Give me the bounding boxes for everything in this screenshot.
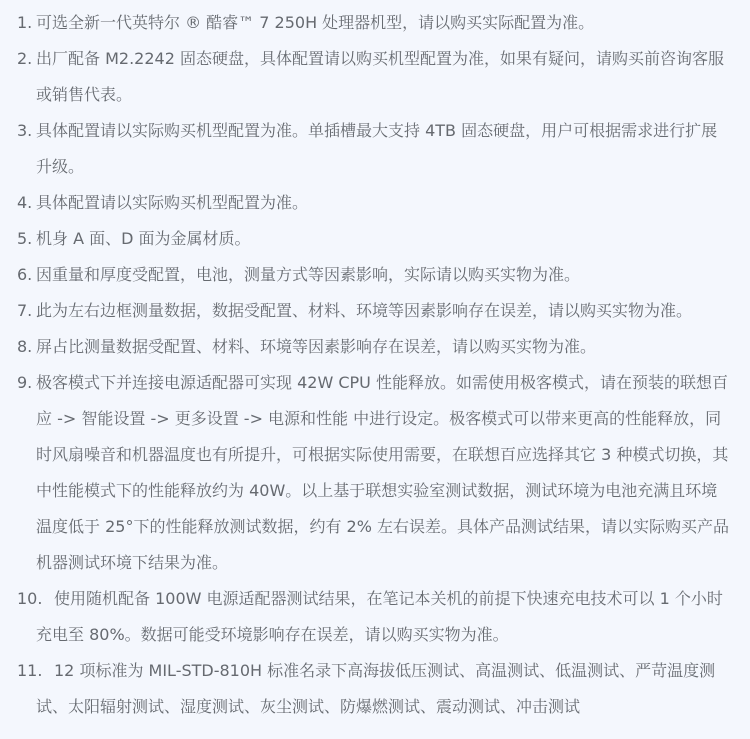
footnote-number: 2. — [17, 49, 33, 68]
footnote-number: 5. — [17, 229, 33, 248]
footnote-number: 4. — [17, 193, 33, 212]
footnote-text: 可选全新一代英特尔 ® 酷睿™ 7 250H 处理器机型，请以购买实际配置为准。 — [36, 13, 595, 32]
footnote-text: 机身 A 面、D 面为金属材质。 — [36, 229, 251, 248]
footnote-number: 1. — [17, 13, 33, 32]
footnote-text: 屏占比测量数据受配置、材料、环境等因素影响存在误差，请以购买实物为准。 — [36, 337, 597, 356]
footnote-item-5 — [0, 221, 750, 257]
footnote-text: 使用随机配备 100W 电源适配器测试结果，在笔记本关机的前提下快速充电技术可以 1 个小时充电至 80%。数据可能受环境影响存在误差，请以购买实物为准。 — [36, 589, 723, 644]
footnote-number: 3. — [17, 121, 33, 140]
footnote-text: 因重量和厚度受配置，电池，测量方式等因素影响，实际请以购买实物为准。 — [36, 265, 581, 284]
footnote-text: 此为左右边框测量数据，数据受配置、材料、环境等因素影响存在误差，请以购买实物为准。 — [36, 301, 693, 320]
footnote-number: 9. — [17, 373, 33, 392]
footnote-number: 8. — [17, 337, 33, 356]
footnote-item-10 — [0, 581, 750, 653]
footnote-number: 7. — [17, 301, 33, 320]
footnote-text: 极客模式下并连接电源适配器可实现 42W CPU 性能释放。如需使用极客模式，请在预装的联想百应 -> 智能设置 -> 更多设置 -> 电源和性能 中进行设定。极客模式可以带来更高的性能释放，同时风扇噪音和机器温度也有所提升，可根据实际使用需要，在联想百应选择其它 3 种模式切换，其中性能模式下的性能释放约为 40W。以上基于联想实验室测试数据，测试环境为电池充满且环境温度低于 25°下的性能释放测试数据，约有 2% 左右误差。具体产品测试结果，请以实际购买产品机器测试环境下结果为准。 — [36, 373, 730, 572]
footnote-number: 11. — [17, 661, 43, 680]
footnote-number: 10. — [17, 589, 43, 608]
footnote-text: 出厂配备 M2.2242 固态硬盘，具体配置请以购买机型配置为准，如果有疑问，请购买前咨询客服或销售代表。 — [36, 49, 724, 104]
footnote-number: 6. — [17, 265, 33, 284]
footnote-item-11 — [0, 653, 750, 725]
footnote-item-1 — [0, 5, 750, 41]
footnote-item-8 — [0, 329, 750, 365]
footnote-item-2 — [0, 41, 750, 113]
footnote-text: 具体配置请以实际购买机型配置为准。 — [36, 193, 309, 212]
footnote-item-3 — [0, 113, 750, 185]
footnote-text: 12 项标准为 MIL-STD-810H 标准名录下高海拔低压测试、高温测试、低温测试、严苛温度测试、太阳辐射测试、湿度测试、灰尘测试、防爆燃测试、震动测试、冲击测试 — [36, 661, 716, 716]
footnote-item-6 — [0, 257, 750, 293]
footnote-item-4 — [0, 185, 750, 221]
footnote-item-7 — [0, 293, 750, 329]
footnote-text: 具体配置请以实际购买机型配置为准。单插槽最大支持 4TB 固态硬盘，用户可根据需求进行扩展升级。 — [36, 121, 718, 176]
footnote-item-9 — [0, 365, 750, 581]
